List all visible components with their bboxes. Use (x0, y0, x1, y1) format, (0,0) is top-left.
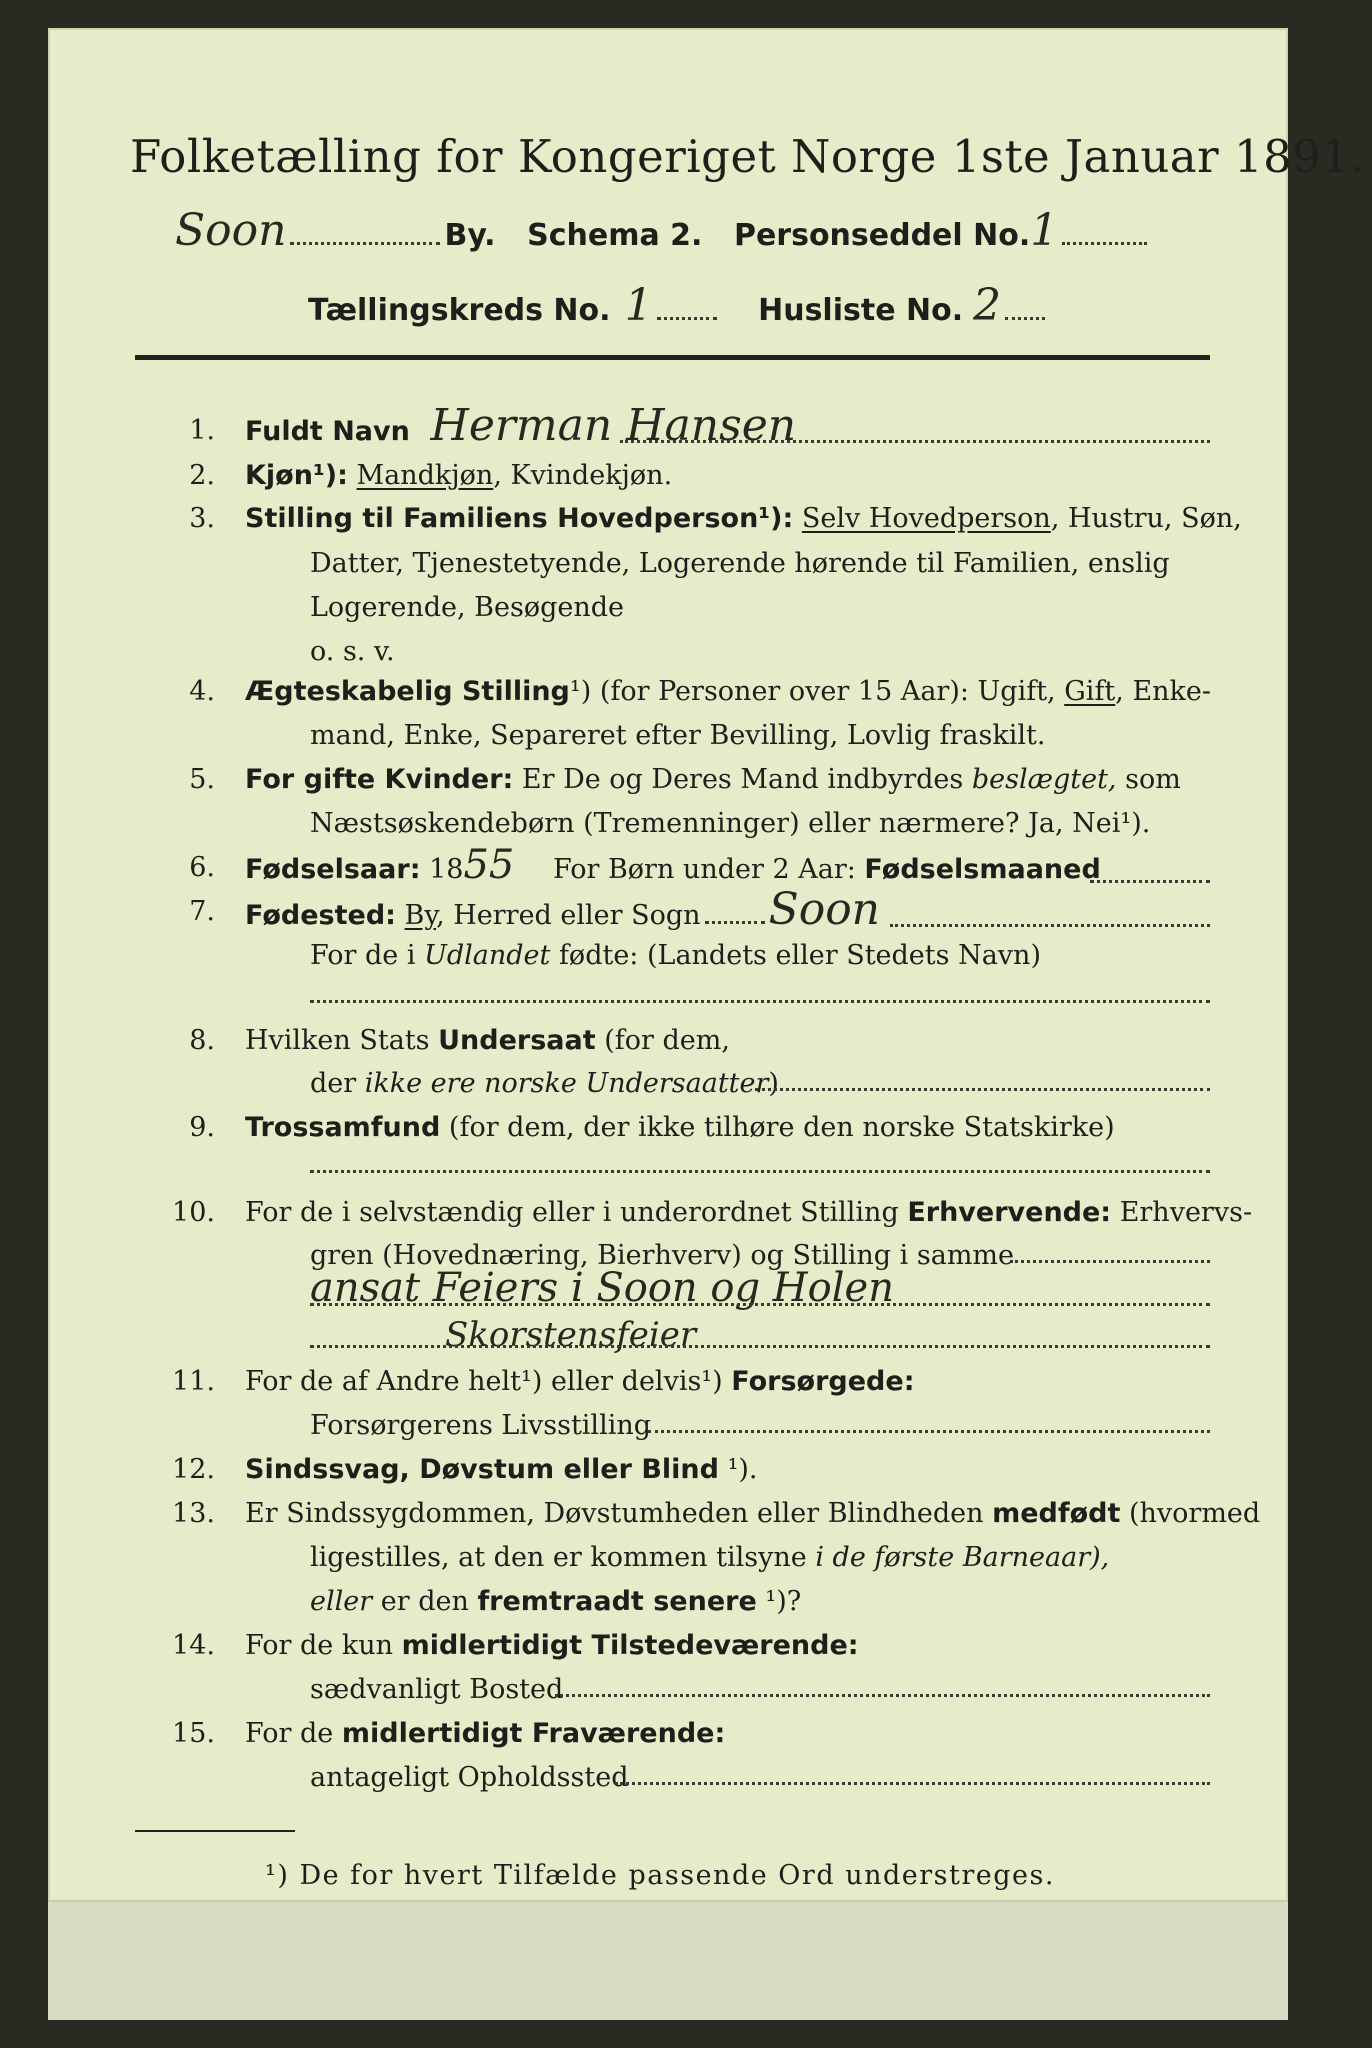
congenital-rest: (hvormed (1120, 1498, 1261, 1529)
onset-prefix: ligestilles, at den er kommen tilsyne (310, 1542, 816, 1573)
item-number: 11. (172, 1366, 215, 1397)
schema-label: Schema 2. (527, 218, 703, 253)
item-11-line-2: Forsørgerens Livsstilling (310, 1410, 652, 1441)
item-3-line-4: o. s. v. (310, 636, 395, 667)
header-divider (135, 355, 1210, 360)
header-row-2 (308, 280, 1049, 331)
temporary-present-label: midlertidigt Tilstedeværende: (401, 1630, 859, 1661)
item-3-line-3: Logerende, Besøgende (310, 592, 624, 623)
item-number: 2. (189, 460, 215, 491)
citizenship-prefix: Hvilken Stats (245, 1025, 439, 1056)
dotted-leader (1062, 242, 1147, 245)
dotted-leader (290, 242, 440, 245)
disability-label: Sindssvag, Døvstum eller Blind (245, 1454, 719, 1485)
item-number: 7. (189, 896, 215, 927)
item-15-line-2: antageligt Opholdssted (310, 1762, 629, 1793)
non-citizen-words: ikke ere norske Undersaatter (364, 1068, 769, 1099)
item-number: 3. (189, 503, 215, 534)
disability-rest: ¹). (718, 1454, 758, 1485)
birthplace-options: , Herred eller Sogn (436, 900, 701, 931)
item-7-line-2 (310, 940, 1041, 971)
position-options: , Hustru, Søn, (1050, 503, 1242, 534)
item-5-line-1 (245, 764, 1181, 795)
item-number: 12. (172, 1454, 215, 1485)
birth-month-label: Fødselsmaaned (864, 854, 1101, 885)
item-1-full-name (245, 400, 796, 451)
gender-option-male: Mandkjøn (356, 460, 494, 491)
item-5-line-2: Næstsøskendebørn (Tremenninger) eller nærmere? Ja, Nei¹). (310, 808, 1151, 839)
citizenship-label: Undersaat (438, 1025, 596, 1056)
marital-rest: , Enke- (1115, 676, 1212, 707)
married-women-rest: som (1116, 764, 1181, 795)
husliste-label: Husliste No. (758, 293, 964, 328)
item-8-line-2 (310, 1068, 779, 1099)
non-citizen-close: ) (768, 1068, 779, 1099)
married-women-label: For gifte Kvinder: (245, 764, 514, 795)
paper-bottom-strip (48, 1900, 1288, 2020)
temporary-absent-prefix: For de (245, 1718, 342, 1749)
item-number: 1. (189, 415, 215, 446)
header-row-1 (175, 205, 1151, 256)
city-name-handwritten: Soon (175, 205, 287, 256)
non-citizen-prefix: der (310, 1068, 365, 1099)
birthplace-option-selected: By (404, 900, 437, 931)
abroad-prefix: For de i (310, 940, 425, 971)
temporary-absent-label: midlertidigt Fraværende: (341, 1718, 726, 1749)
item-10-line-2: gren (Hovednæring, Bierhverv) og Stilling i samme (310, 1240, 1015, 1271)
item-2-gender (245, 460, 672, 491)
marital-label: Ægteskabelig Stilling (245, 676, 570, 707)
or-word: eller (310, 1586, 373, 1617)
item-number: 10. (172, 1197, 215, 1228)
item-number: 8. (189, 1025, 215, 1056)
religion-label: Trossamfund (245, 1112, 441, 1143)
personseddel-label: Personseddel No. (733, 218, 1031, 253)
item-3-line-1 (245, 503, 1242, 534)
onset-question: ¹)? (756, 1586, 802, 1617)
under-2-label: For Børn under 2 Aar: (552, 854, 856, 885)
married-women-question: Er De og Deres Mand indbyrdes (513, 764, 972, 795)
item-10-line-1 (245, 1197, 1252, 1228)
occupation-value-2: Skorstensfeier (445, 1315, 697, 1355)
item-number: 9. (189, 1112, 215, 1143)
dotted-fill-line (1090, 880, 1210, 883)
item-13-line-2 (310, 1542, 1109, 1573)
abroad-rest: fødte: (Landets eller Stedets Navn) (550, 940, 1041, 971)
religion-rest: (for dem, der ikke tilhøre den norske Statskirke) (440, 1112, 1115, 1143)
item-4-line-2: mand, Enke, Separeret efter Bevilling, Lovlig fraskilt. (310, 720, 1046, 751)
temporary-present-prefix: For de kun (245, 1630, 402, 1661)
item-14-line-2: sædvanligt Bosted (310, 1674, 564, 1705)
congenital-prefix: Er Sindssygdommen, Døvstumheden eller Blindheden (245, 1498, 993, 1529)
footnote-divider (135, 1830, 295, 1832)
footnote: ¹) De for hvert Tilfælde passende Ord understreges. (265, 1860, 1055, 1891)
occupation-prefix: For de i selvstændig eller i underordnet Stilling (245, 1197, 908, 1228)
onset-mid: er den (372, 1586, 478, 1617)
birthplace-value: Soon (768, 884, 881, 935)
dotted-fill-line (310, 1345, 1210, 1348)
item-14-line-1 (245, 1630, 859, 1661)
dotted-fill-line (620, 440, 1210, 443)
taellingskreds-label: Tællingskreds No. (308, 293, 611, 328)
item-number: 13. (172, 1498, 215, 1529)
birth-year-prefix: 18 (429, 854, 464, 885)
dotted-fill-line (310, 1000, 1210, 1003)
form-title: Folketælling for Kongeriget Norge 1ste Januar 1891. (130, 130, 1366, 183)
dotted-fill-line (890, 924, 1210, 927)
dotted-fill-line (1010, 1260, 1210, 1263)
birth-year-value: 55 (463, 842, 515, 888)
dotted-leader (1005, 317, 1045, 320)
occupation-label: Erhvervende: (907, 1197, 1112, 1228)
item-13-line-3 (310, 1586, 801, 1617)
dotted-leader (705, 921, 765, 924)
dotted-fill-line (755, 1088, 1210, 1091)
taellingskreds-number: 1 (624, 280, 653, 331)
item-number: 6. (189, 852, 215, 883)
citizenship-rest: (for dem, (595, 1025, 730, 1056)
personseddel-number: 1 (1030, 205, 1059, 256)
dotted-fill-line (310, 1303, 1210, 1306)
item-9-religion (245, 1112, 1115, 1143)
related-word: beslægtet, (971, 764, 1117, 795)
item-number: 15. (172, 1718, 215, 1749)
birth-year-label: Fødselsaar: (245, 854, 421, 885)
item-number: 5. (189, 764, 215, 795)
birthplace-label: Fødested: (245, 900, 396, 931)
occupation-rest: Erhvervs- (1111, 1197, 1253, 1228)
item-6-birth-year (245, 842, 1101, 888)
onset-childhood: i de første Barneaar), (815, 1542, 1110, 1573)
dotted-fill-line (615, 1782, 1210, 1785)
occupation-value-1: ansat Feiers i Soon og Holen (310, 1265, 894, 1311)
item-7-birthplace (245, 884, 880, 935)
gender-rest: , Kvindekjøn. (493, 460, 673, 491)
position-label: Stilling til Familiens Hovedperson¹): (245, 503, 794, 534)
husliste-number: 2 (973, 280, 1002, 331)
dotted-fill-line (648, 1430, 1210, 1433)
item-4-line-1 (245, 676, 1211, 707)
item-13-line-1 (245, 1498, 1260, 1529)
congenital-label: medfødt (992, 1498, 1121, 1529)
position-option-selected: Selv Hovedperson (801, 503, 1051, 534)
gender-label: Kjøn¹): (245, 460, 348, 491)
item-11-line-1 (245, 1366, 915, 1397)
onset-later-label: fremtraadt senere (477, 1586, 757, 1617)
dotted-leader (657, 317, 717, 320)
by-label: By. (444, 218, 496, 253)
item-8-line-1 (245, 1025, 730, 1056)
full-name-label: Fuldt Navn (245, 416, 410, 447)
supported-label: Forsørgede: (731, 1366, 915, 1397)
item-15-line-1 (245, 1718, 725, 1749)
item-number: 4. (189, 676, 215, 707)
marital-options: ¹) (for Personer over 15 Aar): Ugift, (569, 676, 1065, 707)
dotted-fill-line (310, 1170, 1210, 1173)
supported-prefix: For de af Andre helt¹) eller delvis¹) (245, 1366, 732, 1397)
item-12-disability (245, 1454, 758, 1485)
dotted-fill-line (555, 1694, 1210, 1697)
full-name-value: Herman Hansen (430, 400, 797, 451)
item-3-line-2: Datter, Tjenestetyende, Logerende hørende til Familien, enslig (310, 548, 1170, 579)
abroad-word: Udlandet (424, 940, 551, 971)
item-number: 14. (172, 1630, 215, 1661)
marital-option-selected: Gift (1064, 676, 1116, 707)
